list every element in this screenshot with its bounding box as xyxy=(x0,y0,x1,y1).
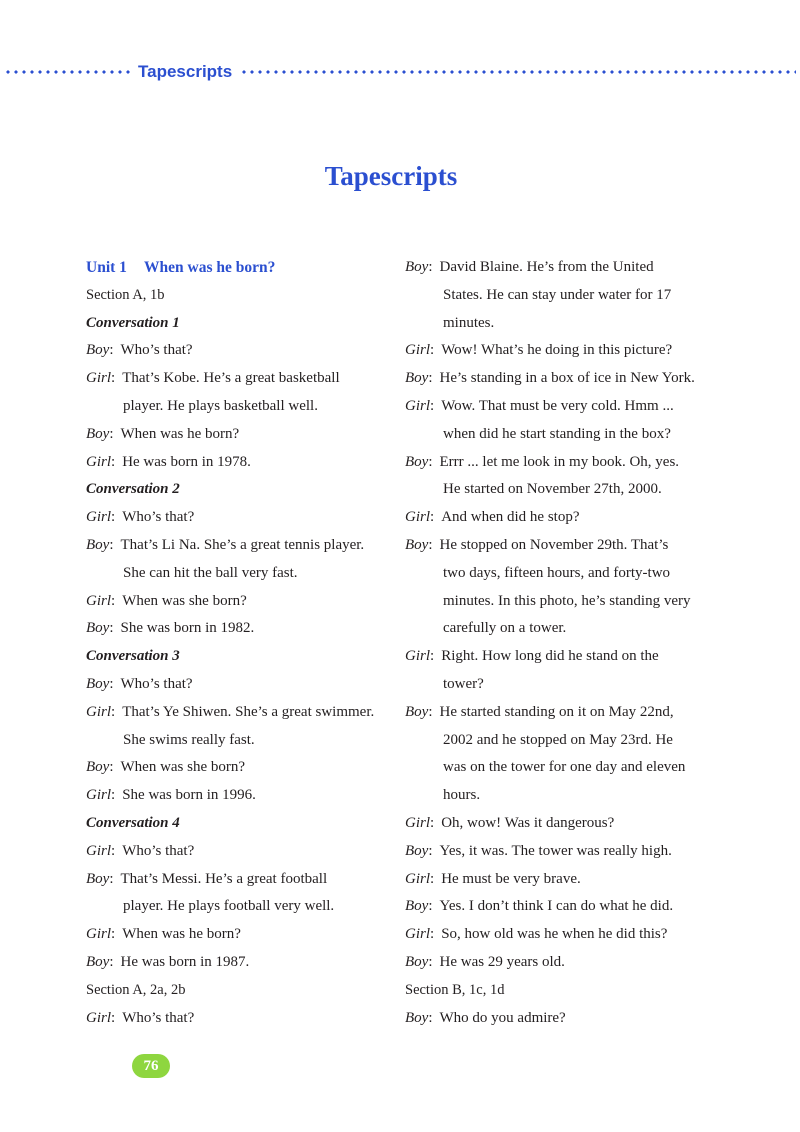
page-title: Tapescripts xyxy=(324,161,458,192)
speaker-name: Boy xyxy=(86,342,110,359)
dialogue-text: He started standing on it on May 22nd, xyxy=(439,703,674,720)
dialogue-text: When was she born? xyxy=(122,592,247,609)
dialogue-line xyxy=(86,866,386,922)
speaker-colon: : xyxy=(111,703,116,720)
dialogue-line xyxy=(405,921,710,949)
speaker-colon: : xyxy=(111,1009,116,1026)
dialogue-line xyxy=(405,504,710,532)
speaker-colon: : xyxy=(428,1009,433,1026)
speaker-name: Girl xyxy=(86,509,112,526)
dialogue-text: When was he born? xyxy=(122,926,241,943)
dialogue-text: Errr ... let me look in my book. Oh, yes. xyxy=(439,453,680,470)
unit-title: When was he born? xyxy=(144,259,276,276)
dialogue-first-line xyxy=(405,337,710,365)
dialogue-continuation: She can hit the ball very fast. xyxy=(123,564,298,581)
dialogue-text: Right. How long did he stand on the xyxy=(441,648,659,665)
speaker-name: Girl xyxy=(86,370,112,387)
speaker-colon: : xyxy=(428,370,433,387)
speaker-name: Boy xyxy=(86,759,110,776)
dialogue-continuation: minutes. In this photo, he’s standing very xyxy=(443,592,691,609)
dialogue-line xyxy=(405,893,710,921)
speaker-name: Boy xyxy=(405,953,429,970)
running-header xyxy=(0,60,800,84)
speaker-name: Boy xyxy=(86,870,110,887)
dialogue-text: When was he born? xyxy=(120,425,240,442)
dialogue-text: He was born in 1978. xyxy=(122,453,251,470)
dialogue-first-line xyxy=(86,949,386,977)
speaker-colon: : xyxy=(428,536,433,553)
speaker-name: Boy xyxy=(405,842,429,859)
dialogue-text: That’s Kobe. He’s a great basketball xyxy=(122,370,340,387)
dialogue-line xyxy=(86,615,386,643)
dialogue-continuation: when did he start standing in the box? xyxy=(443,425,671,442)
speaker-colon: : xyxy=(430,509,435,526)
conversation-heading: Conversation 1 xyxy=(86,314,180,331)
speaker-name: Boy xyxy=(86,620,110,637)
speaker-colon: : xyxy=(428,953,433,970)
speaker-colon: : xyxy=(111,842,116,859)
dialogue-text: Yes. I don’t think I can do what he did. xyxy=(439,898,674,915)
dialogue-first-line xyxy=(86,615,386,643)
dialogue-continuation: carefully on a tower. xyxy=(443,620,567,637)
dialogue-text: Wow! What’s he doing in this picture? xyxy=(441,342,673,359)
dialogue-line xyxy=(86,754,386,782)
dialogue-line xyxy=(86,588,386,616)
dialogue-first-line xyxy=(86,588,386,616)
dialogue-text: He stopped on November 29th. That’s xyxy=(439,536,669,553)
dialogue-text: Who’s that? xyxy=(122,509,195,526)
dialogue-continuation: 2002 and he stopped on May 23rd. He xyxy=(443,731,673,748)
dialogue-first-line xyxy=(86,838,386,866)
speaker-name: Boy xyxy=(86,536,110,553)
dialogue-text: He must be very brave. xyxy=(441,870,581,887)
dialogue-text: David Blaine. He’s from the United xyxy=(439,259,654,275)
dialogue-line xyxy=(86,532,386,588)
dialogue-text: That’s Li Na. She’s a great tennis player. xyxy=(120,536,365,553)
speaker-name: Girl xyxy=(86,592,112,609)
dialogue-line xyxy=(405,532,710,643)
dialogue-first-line xyxy=(405,532,710,560)
dialogue-first-line xyxy=(405,365,710,393)
speaker-colon: : xyxy=(430,870,435,887)
speaker-name: Girl xyxy=(405,870,431,887)
dialogue-first-line xyxy=(86,866,386,894)
left-column xyxy=(86,254,386,1032)
speaker-name: Boy xyxy=(86,953,110,970)
dialogue-line xyxy=(86,949,386,977)
dialogue-continuation: player. He plays football very well. xyxy=(123,898,335,915)
dialogue-continuation: was on the tower for one day and eleven xyxy=(443,759,686,776)
speaker-colon: : xyxy=(109,953,114,970)
dialogue-first-line xyxy=(405,949,710,977)
dialogue-continuation: States. He can stay under water for 17 xyxy=(443,286,672,303)
speaker-name: Boy xyxy=(405,703,429,720)
dialogue-line xyxy=(86,838,386,866)
speaker-colon: : xyxy=(430,814,435,831)
dialogue-first-line xyxy=(405,643,710,671)
speaker-name: Boy xyxy=(405,1009,429,1026)
dialogue-line xyxy=(86,1005,386,1033)
dialogue-first-line xyxy=(405,393,710,421)
speaker-name: Girl xyxy=(86,1009,112,1026)
speaker-colon: : xyxy=(430,926,435,943)
dialogue-first-line xyxy=(86,782,386,810)
speaker-name: Boy xyxy=(86,675,110,692)
dialogue-line xyxy=(405,1005,710,1033)
dialogue-line xyxy=(86,699,386,755)
speaker-colon: : xyxy=(109,870,114,887)
dialogue-line xyxy=(405,643,710,699)
dialogue-first-line xyxy=(405,893,710,921)
conversation-heading: Conversation 2 xyxy=(86,481,180,498)
dialogue-first-line xyxy=(405,810,710,838)
speaker-colon: : xyxy=(111,926,116,943)
dialogue-line xyxy=(405,838,710,866)
dialogue-line xyxy=(86,504,386,532)
dialogue-text: So, how old was he when he did this? xyxy=(441,926,668,943)
dialogue-line xyxy=(405,365,710,393)
section-heading: Section A, 2a, 2b xyxy=(86,981,186,998)
dialogue-line xyxy=(405,393,710,449)
dialogue-line xyxy=(405,699,710,810)
running-header-label: Tapescripts xyxy=(138,62,233,81)
speaker-colon: : xyxy=(428,703,433,720)
dialogue-text: He’s standing in a box of ice in New York. xyxy=(439,370,695,387)
dialogue-text: That’s Messi. He’s a great football xyxy=(120,870,328,887)
dialogue-line xyxy=(405,949,710,977)
dialogue-text: Yes, it was. The tower was really high. xyxy=(439,842,672,859)
section-heading: Section B, 1c, 1d xyxy=(405,981,505,998)
dialogue-first-line xyxy=(86,921,386,949)
speaker-colon: : xyxy=(428,842,433,859)
speaker-colon: : xyxy=(430,648,435,665)
dialogue-continuation: She swims really fast. xyxy=(123,731,255,748)
speaker-name: Girl xyxy=(405,814,431,831)
dialogue-text: He was born in 1987. xyxy=(120,953,250,970)
dialogue-first-line xyxy=(405,699,710,727)
speaker-name: Girl xyxy=(86,703,112,720)
dialogue-text: When was she born? xyxy=(120,759,246,776)
dialogue-text: She was born in 1982. xyxy=(120,620,255,637)
speaker-colon: : xyxy=(109,536,114,553)
speaker-name: Girl xyxy=(405,648,431,665)
speaker-colon: : xyxy=(109,759,114,776)
speaker-colon: : xyxy=(428,259,433,275)
dialogue-text: That’s Ye Shiwen. She’s a great swimmer. xyxy=(122,703,375,720)
dialogue-continuation: tower? xyxy=(443,675,484,692)
dotted-rule-left xyxy=(4,70,132,74)
conversation-heading: Conversation 3 xyxy=(86,648,180,665)
dialogue-text: She was born in 1996. xyxy=(122,787,256,804)
speaker-colon: : xyxy=(109,675,114,692)
dialogue-line xyxy=(86,782,386,810)
dialogue-first-line xyxy=(86,699,386,727)
dialogue-line xyxy=(405,449,710,505)
dialogue-line xyxy=(405,337,710,365)
dialogue-line xyxy=(405,866,710,894)
dialogue-continuation: two days, fifteen hours, and forty-two xyxy=(443,564,671,581)
speaker-name: Boy xyxy=(86,425,110,442)
dialogue-first-line xyxy=(405,254,710,282)
speaker-name: Girl xyxy=(86,787,112,804)
dialogue-text: Who’s that? xyxy=(120,342,193,359)
speaker-name: Girl xyxy=(405,342,431,359)
dialogue-first-line xyxy=(86,337,386,365)
dialogue-continuation: hours. xyxy=(443,787,481,804)
speaker-name: Boy xyxy=(405,536,429,553)
dialogue-first-line xyxy=(405,504,710,532)
dialogue-text: Wow. That must be very cold. Hmm ... xyxy=(441,397,674,414)
section-heading: Section A, 1b xyxy=(86,286,165,303)
dialogue-text: He was 29 years old. xyxy=(439,953,565,970)
dialogue-first-line xyxy=(86,1005,386,1033)
dialogue-first-line xyxy=(405,449,710,477)
dialogue-text: Who’s that? xyxy=(120,675,193,692)
speaker-colon: : xyxy=(111,453,116,470)
speaker-name: Girl xyxy=(405,926,431,943)
dialogue-line xyxy=(86,671,386,699)
page-number: 76 xyxy=(132,1054,170,1078)
dialogue-line xyxy=(86,421,386,449)
dialogue-continuation: minutes. xyxy=(443,314,495,331)
dialogue-text: Who do you admire? xyxy=(439,1009,566,1026)
dialogue-first-line xyxy=(405,838,710,866)
dialogue-text: And when did he stop? xyxy=(441,509,580,526)
speaker-name: Boy xyxy=(405,259,429,275)
dialogue-line xyxy=(86,921,386,949)
conversation-heading: Conversation 4 xyxy=(86,814,180,831)
speaker-name: Girl xyxy=(405,397,431,414)
right-column xyxy=(405,254,710,1032)
speaker-name: Boy xyxy=(405,453,429,470)
dialogue-first-line xyxy=(86,449,386,477)
dialogue-line xyxy=(86,337,386,365)
dialogue-line xyxy=(405,810,710,838)
speaker-name: Girl xyxy=(86,453,112,470)
speaker-name: Girl xyxy=(86,842,112,859)
dialogue-first-line xyxy=(405,1005,710,1033)
dialogue-first-line xyxy=(86,754,386,782)
unit-heading xyxy=(86,254,386,282)
unit-number: Unit 1 xyxy=(86,259,127,276)
speaker-name: Boy xyxy=(405,898,429,915)
dialogue-first-line xyxy=(86,504,386,532)
dialogue-first-line xyxy=(405,866,710,894)
speaker-colon: : xyxy=(111,592,116,609)
speaker-colon: : xyxy=(428,453,433,470)
dialogue-text: Who’s that? xyxy=(122,842,195,859)
dialogue-continuation: player. He plays basketball well. xyxy=(123,397,318,414)
dialogue-line xyxy=(86,449,386,477)
speaker-name: Girl xyxy=(405,509,431,526)
dialogue-line xyxy=(405,254,710,337)
speaker-name: Girl xyxy=(86,926,112,943)
speaker-colon: : xyxy=(428,898,433,915)
dialogue-text: Oh, wow! Was it dangerous? xyxy=(441,814,615,831)
dialogue-first-line xyxy=(86,671,386,699)
speaker-colon: : xyxy=(111,787,116,804)
dialogue-first-line xyxy=(86,421,386,449)
speaker-colon: : xyxy=(111,509,116,526)
dialogue-text: Who’s that? xyxy=(122,1009,195,1026)
dialogue-first-line xyxy=(86,365,386,393)
dialogue-continuation: He started on November 27th, 2000. xyxy=(443,481,662,498)
dialogue-first-line xyxy=(86,532,386,560)
dialogue-line xyxy=(86,365,386,421)
speaker-colon: : xyxy=(109,425,114,442)
speaker-colon: : xyxy=(109,342,114,359)
dotted-rule-right xyxy=(240,70,796,74)
speaker-colon: : xyxy=(430,397,435,414)
speaker-name: Boy xyxy=(405,370,429,387)
speaker-colon: : xyxy=(111,370,116,387)
dialogue-first-line xyxy=(405,921,710,949)
speaker-colon: : xyxy=(109,620,114,637)
speaker-colon: : xyxy=(430,342,435,359)
